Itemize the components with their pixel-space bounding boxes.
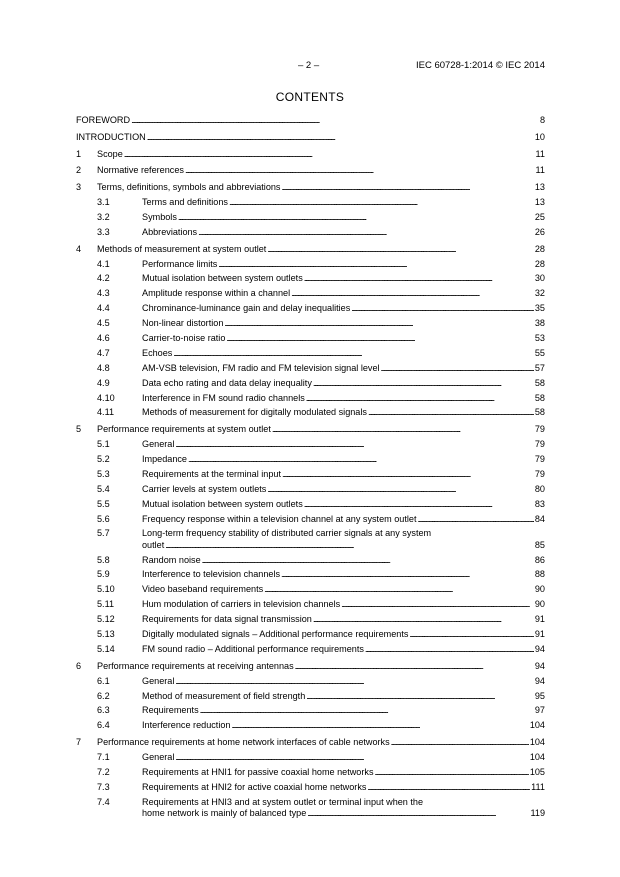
toc-dot-leader xyxy=(264,584,534,595)
toc-dot-leader xyxy=(267,484,534,495)
toc-entry-title-continued: outlet xyxy=(142,539,165,550)
toc-dot-leader xyxy=(124,149,535,160)
toc-entry-page: 95 xyxy=(534,690,545,701)
toc-entry[interactable] xyxy=(76,132,545,143)
toc-entry-title: Random noise xyxy=(142,554,201,565)
toc-entry-page: 55 xyxy=(534,347,545,358)
toc-dot-leader xyxy=(304,499,534,510)
toc-entry-title: Performance limits xyxy=(142,258,218,269)
toc-entry-title: Carrier-to-noise ratio xyxy=(142,333,226,343)
toc-entry-number: 5.8 xyxy=(97,554,110,565)
toc-entry[interactable] xyxy=(76,514,545,525)
toc-dot-leader xyxy=(178,212,534,223)
toc-entry-number: 4.9 xyxy=(97,377,110,388)
toc-dot-leader xyxy=(198,227,534,238)
toc-entry-number: 4.6 xyxy=(97,333,110,343)
page-header xyxy=(0,60,620,74)
toc-entry-title: Requirements at HNI3 and at system outlet or terminal input when the xyxy=(142,796,424,807)
toc-entry[interactable] xyxy=(76,555,545,566)
toc-entry[interactable] xyxy=(76,439,545,450)
toc-entry-page: 94 xyxy=(534,675,545,686)
toc-dot-leader xyxy=(306,393,534,404)
toc-entry-number: 6 xyxy=(76,660,82,671)
toc-dot-leader xyxy=(229,197,534,208)
toc-entry-title: FM sound radio – Additional performance requirements xyxy=(142,643,364,654)
toc-entry[interactable] xyxy=(76,569,545,580)
toc-entry[interactable] xyxy=(76,629,545,640)
toc-entry[interactable] xyxy=(76,424,545,435)
toc-entry[interactable] xyxy=(76,227,545,238)
toc-dot-leader xyxy=(200,705,534,716)
toc-entry[interactable] xyxy=(76,197,545,208)
toc-entry-title: Abbreviations xyxy=(142,226,198,237)
toc-entry-page: 79 xyxy=(534,439,545,450)
toc-entry-page: 13 xyxy=(534,182,545,193)
toc-entry[interactable] xyxy=(76,767,545,778)
toc-entry-title: Interference in FM sound radio channels xyxy=(142,392,305,403)
toc-entry-page: 35 xyxy=(534,303,545,314)
toc-entry-title: INTRODUCTION xyxy=(76,131,146,142)
toc-entry-number: 5.14 xyxy=(97,643,115,654)
toc-entry-title: Requirements at the terminal input xyxy=(142,468,282,479)
toc-entry-number: 5.3 xyxy=(97,468,110,479)
toc-entry[interactable] xyxy=(76,273,545,284)
toc-entry-title: Performance requirements at home network interfaces of cable networks xyxy=(97,737,390,748)
toc-entry-number: 5.13 xyxy=(97,629,115,640)
toc-entry-page: 57 xyxy=(534,362,545,373)
toc-entry-number: 4.11 xyxy=(97,407,115,418)
toc-entry-title: General xyxy=(142,751,175,762)
toc-entry-title: Frequency response within a television channel at any system outlet xyxy=(142,513,417,524)
toc-dot-leader xyxy=(304,273,534,284)
toc-entry-page: 86 xyxy=(534,554,545,565)
toc-entry-page: 30 xyxy=(534,273,545,284)
toc-entry[interactable] xyxy=(76,528,545,550)
toc-entry[interactable] xyxy=(76,661,545,672)
toc-dot-leader xyxy=(391,737,529,748)
toc-entry-number: 1 xyxy=(76,148,82,159)
toc-entry-number: 5.6 xyxy=(97,513,110,524)
toc-entry[interactable] xyxy=(76,259,545,270)
toc-entry-page: 38 xyxy=(534,318,545,329)
toc-dot-leader xyxy=(272,424,534,435)
toc-entry-page: 91 xyxy=(534,614,545,625)
toc-entry-title: Echoes xyxy=(142,347,173,358)
toc-entry-title: Terms, definitions, symbols and abbreviations xyxy=(97,182,281,193)
toc-dot-leader xyxy=(313,614,534,625)
toc-entry[interactable] xyxy=(76,584,545,595)
toc-entry-number: 7.3 xyxy=(97,781,110,792)
toc-entry-page: 10 xyxy=(534,131,545,142)
toc-entry-number: 5.5 xyxy=(97,498,110,509)
toc-entry-number: 5.12 xyxy=(97,614,115,625)
toc-entry-title: Performance requirements at receiving antennas xyxy=(97,660,294,671)
toc-entry-number: 6.3 xyxy=(97,705,110,716)
toc-entry-title: Performance requirements at system outlet xyxy=(97,424,271,435)
toc-entry-number: 5.11 xyxy=(97,599,115,610)
toc-entry[interactable] xyxy=(76,691,545,702)
toc-entry-page: 79 xyxy=(534,454,545,465)
toc-entry[interactable] xyxy=(76,720,545,731)
toc-entry-title: Data echo rating and data delay inequality xyxy=(142,377,312,388)
toc-dot-leader xyxy=(307,808,529,819)
toc-dot-leader xyxy=(291,288,534,299)
toc-dot-leader xyxy=(147,132,534,143)
toc-entry-page: 104 xyxy=(529,737,545,748)
toc-entry-title: Hum modulation of carriers in television channels xyxy=(142,599,341,610)
toc-entry[interactable] xyxy=(76,165,545,176)
toc-entry[interactable] xyxy=(76,149,545,160)
toc-dot-leader xyxy=(281,569,534,580)
toc-dot-leader xyxy=(173,348,534,359)
toc-dot-leader xyxy=(295,661,534,672)
table-of-contents xyxy=(76,115,545,819)
toc-entry-number: 4.1 xyxy=(97,258,110,269)
toc-dot-leader xyxy=(351,303,534,314)
toc-entry-title: Chrominance-luminance gain and delay inequalities xyxy=(142,303,351,314)
page-title: CONTENTS xyxy=(275,90,345,104)
toc-entry[interactable] xyxy=(76,499,545,510)
toc-entry-page: 85 xyxy=(534,539,545,550)
toc-entry-title: Video baseband requirements xyxy=(142,584,264,595)
toc-entry-title: Terms and definitions xyxy=(142,197,228,208)
toc-entry-page: 88 xyxy=(534,569,545,580)
toc-entry-number: 7 xyxy=(76,737,82,748)
toc-entry[interactable] xyxy=(76,182,545,193)
toc-dot-leader xyxy=(306,691,534,702)
toc-entry-page: 26 xyxy=(534,226,545,237)
toc-dot-leader xyxy=(267,244,534,255)
toc-dot-leader xyxy=(188,454,534,465)
toc-dot-leader xyxy=(226,333,533,344)
toc-dot-leader xyxy=(368,407,534,418)
toc-entry-number: 3.2 xyxy=(97,211,110,222)
toc-entry-number: 5.1 xyxy=(97,439,110,450)
toc-entry[interactable] xyxy=(76,303,545,314)
toc-dot-leader xyxy=(185,165,535,176)
toc-entry-number: 4.4 xyxy=(97,303,110,314)
toc-entry-title: Mutual isolation between system outlets xyxy=(142,273,303,284)
toc-dot-leader xyxy=(218,259,534,270)
toc-dot-leader xyxy=(365,644,534,655)
toc-entry[interactable] xyxy=(76,676,545,687)
toc-entry-page: 58 xyxy=(534,377,545,388)
toc-entry[interactable] xyxy=(76,484,545,495)
toc-entry-title: Scope xyxy=(97,148,123,159)
toc-entry-page: 80 xyxy=(534,483,545,494)
toc-entry-number: 4.2 xyxy=(97,273,110,284)
toc-entry-page: 97 xyxy=(534,705,545,716)
toc-dot-leader xyxy=(409,629,533,640)
toc-entry-number: 4.5 xyxy=(97,318,110,329)
toc-entry-number: 5.9 xyxy=(97,569,110,580)
toc-entry-page: 104 xyxy=(529,720,545,731)
toc-entry[interactable] xyxy=(76,782,545,793)
toc-entry-number: 6.4 xyxy=(97,720,110,731)
toc-dot-leader xyxy=(381,363,534,374)
toc-entry-page: 13 xyxy=(534,197,545,208)
toc-entry[interactable] xyxy=(76,469,545,480)
toc-entry-page: 104 xyxy=(529,751,545,762)
toc-dot-leader xyxy=(375,767,529,778)
toc-entry[interactable] xyxy=(76,244,545,255)
toc-entry-number: 4.7 xyxy=(97,347,110,358)
toc-entry-page: 58 xyxy=(534,392,545,403)
toc-entry[interactable] xyxy=(76,212,545,223)
standard-reference: IEC 60728-1:2014 © IEC 2014 xyxy=(415,60,545,71)
toc-entry-title: Amplitude response within a channel xyxy=(142,288,291,299)
toc-entry-number: 6.1 xyxy=(97,675,110,686)
toc-entry[interactable] xyxy=(76,393,545,404)
toc-entry[interactable] xyxy=(76,705,545,716)
toc-entry-page: 90 xyxy=(534,599,545,610)
toc-entry-title: Requirements at HNI1 for passive coaxial home networks xyxy=(142,766,374,777)
toc-dot-leader xyxy=(367,782,530,793)
toc-entry-page: 25 xyxy=(534,211,545,222)
toc-dot-leader xyxy=(231,720,528,731)
toc-entry-page: 58 xyxy=(534,407,545,418)
toc-entry-number: 3 xyxy=(76,182,82,193)
toc-entry-title: Digitally modulated signals – Additional performance requirements xyxy=(142,629,409,640)
toc-entry-number: 5 xyxy=(76,424,82,435)
toc-entry-title: Symbols xyxy=(142,211,177,222)
toc-entry-page: 11 xyxy=(535,148,545,159)
toc-dot-leader xyxy=(341,599,534,610)
toc-entry-title: Methods of measurement for digitally modulated signals xyxy=(142,407,367,418)
toc-entry[interactable] xyxy=(76,318,545,329)
toc-entry-number: 4.10 xyxy=(97,392,115,403)
toc-entry-title: Interference to television channels xyxy=(142,569,281,580)
toc-entry-title: Methods of measurement at system outlet xyxy=(97,243,267,254)
toc-dot-leader xyxy=(165,540,534,551)
toc-entry-number: 4.8 xyxy=(97,362,110,373)
toc-entry-page: 90 xyxy=(534,584,545,595)
toc-entry-title: General xyxy=(142,675,175,686)
toc-entry-page: 111 xyxy=(531,781,545,792)
toc-dot-leader xyxy=(281,182,533,193)
toc-entry[interactable] xyxy=(76,333,545,344)
toc-entry-number: 3.1 xyxy=(97,197,110,208)
toc-entry-page: 11 xyxy=(535,165,545,176)
toc-entry-title: Requirements for data signal transmission xyxy=(142,614,312,625)
toc-entry[interactable] xyxy=(76,614,545,625)
toc-entry-page: 84 xyxy=(534,513,545,524)
toc-entry-number: 6.2 xyxy=(97,690,110,701)
toc-entry-page: 83 xyxy=(534,498,545,509)
toc-dot-leader xyxy=(202,555,534,566)
toc-entry-number: 2 xyxy=(76,165,82,176)
toc-entry-page: 32 xyxy=(534,288,545,299)
toc-entry-title: Requirements at HNI2 for active coaxial home networks xyxy=(142,781,367,792)
toc-entry-page: 53 xyxy=(534,333,545,343)
toc-entry-number: 4.3 xyxy=(97,288,110,299)
toc-entry-number: 5.7 xyxy=(97,528,110,539)
toc-entry-page: 8 xyxy=(539,115,545,125)
toc-entry[interactable] xyxy=(76,115,545,126)
toc-dot-leader xyxy=(282,469,534,480)
toc-dot-leader xyxy=(417,514,533,525)
toc-entry[interactable] xyxy=(76,797,545,819)
toc-entry[interactable] xyxy=(76,348,545,359)
toc-entry-number: 4 xyxy=(76,243,82,254)
toc-entry-number: 5.10 xyxy=(97,584,115,595)
toc-entry-page: 79 xyxy=(534,468,545,479)
toc-entry-number: 3.3 xyxy=(97,226,110,237)
toc-entry-title: FOREWORD xyxy=(76,115,131,125)
page-number: – 2 – xyxy=(298,60,320,71)
toc-entry-title: AM-VSB television, FM radio and FM television signal level xyxy=(142,362,380,373)
toc-entry[interactable] xyxy=(76,644,545,655)
toc-entry-number: 5.2 xyxy=(97,454,110,465)
toc-entry-title: Carrier levels at system outlets xyxy=(142,483,267,494)
toc-entry[interactable] xyxy=(76,288,545,299)
toc-dot-leader xyxy=(175,676,534,687)
toc-entry[interactable] xyxy=(76,752,545,763)
toc-entry[interactable] xyxy=(76,363,545,374)
toc-entry-title: Method of measurement of field strength xyxy=(142,690,306,701)
toc-entry-page: 28 xyxy=(534,243,545,254)
toc-entry-title: Requirements xyxy=(142,705,199,716)
toc-entry[interactable] xyxy=(76,378,545,389)
toc-entry-number: 7.4 xyxy=(97,796,110,807)
toc-dot-leader xyxy=(175,439,534,450)
toc-dot-leader xyxy=(131,115,539,126)
toc-entry-number: 5.4 xyxy=(97,483,110,494)
toc-entry-title: Impedance xyxy=(142,454,187,465)
toc-entry-page: 28 xyxy=(534,258,545,269)
toc-entry-page: 91 xyxy=(534,629,545,640)
toc-entry-page: 119 xyxy=(530,807,545,818)
toc-entry-page: 105 xyxy=(529,766,545,777)
toc-entry-number: 7.1 xyxy=(97,751,110,762)
toc-entry[interactable] xyxy=(76,407,545,418)
toc-entry-number: 7.2 xyxy=(97,766,110,777)
toc-entry-title: General xyxy=(142,439,175,450)
toc-entry-title: Normative references xyxy=(97,165,184,176)
toc-entry[interactable] xyxy=(76,454,545,465)
toc-entry-page: 94 xyxy=(534,660,545,671)
toc-entry[interactable] xyxy=(76,737,545,748)
toc-dot-leader xyxy=(175,752,528,763)
toc-entry-title: Mutual isolation between system outlets xyxy=(142,498,303,509)
toc-entry-title: Long-term frequency stability of distributed carrier signals at any system xyxy=(142,528,432,539)
toc-dot-leader xyxy=(313,378,534,389)
toc-entry[interactable] xyxy=(76,599,545,610)
toc-dot-leader xyxy=(224,318,533,329)
toc-entry-title: Interference reduction xyxy=(142,720,231,731)
toc-entry-title-continued: home network is mainly of balanced type xyxy=(142,807,307,818)
toc-entry-page: 94 xyxy=(534,643,545,654)
toc-entry-title: Non-linear distortion xyxy=(142,318,224,329)
toc-entry-page: 79 xyxy=(534,424,545,435)
